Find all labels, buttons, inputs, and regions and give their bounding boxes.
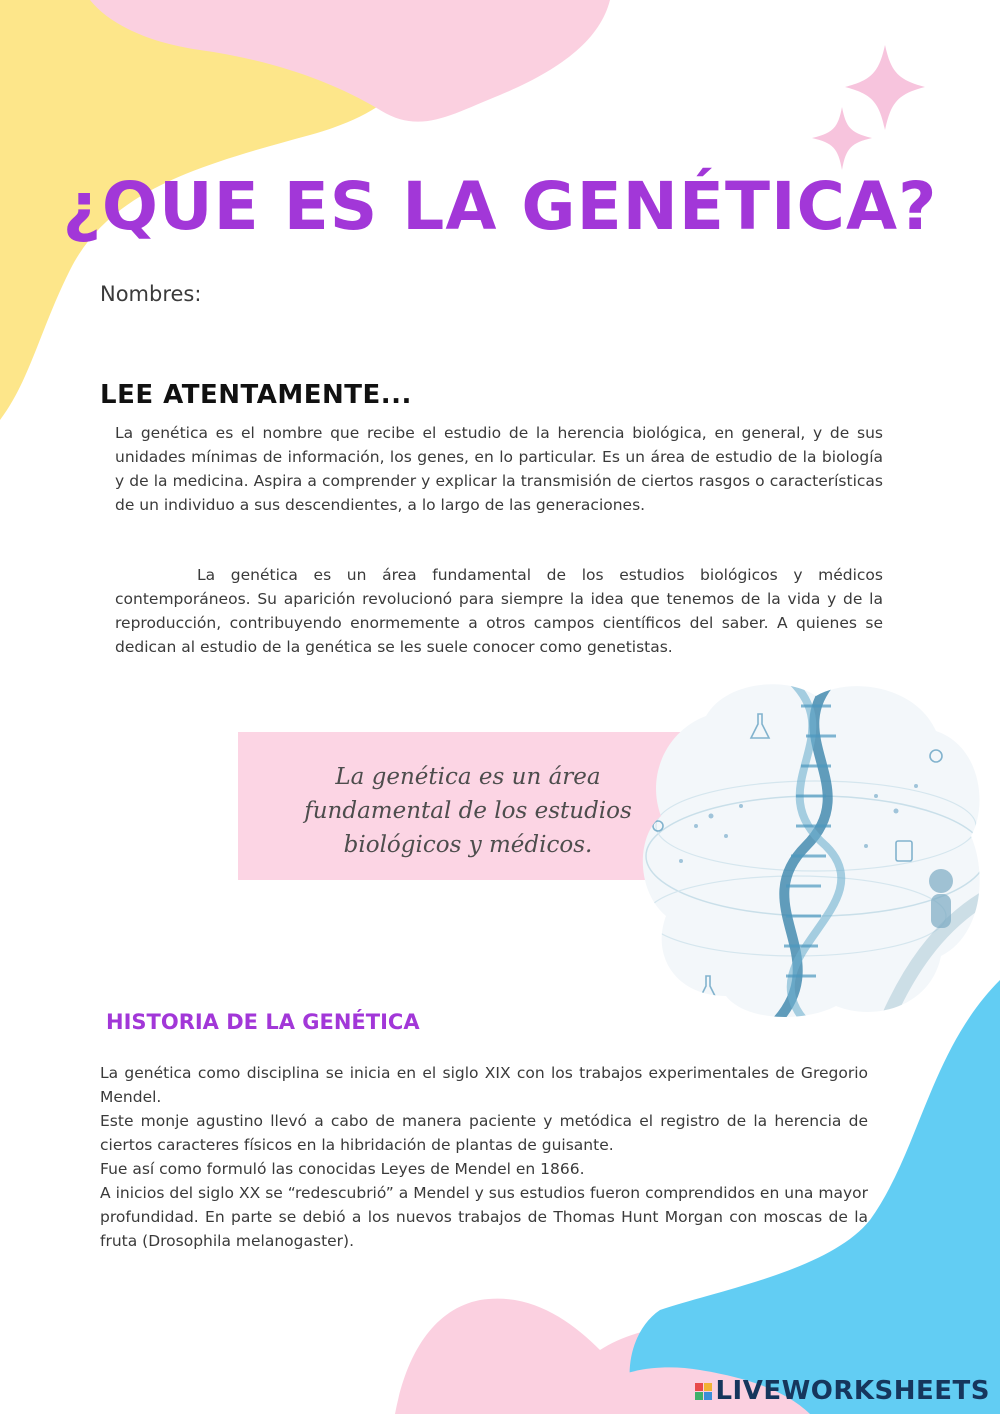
page-title: ¿QUE ES LA GENÉTICA? bbox=[62, 168, 938, 245]
paragraph-1: La genética es el nombre que recibe el estudio de la herencia biológica, en general, y de sus unidades mínimas de información, los genes, en lo particular. Es un área de estudio de la biología y de la medicina. Aspira a comprender y explicar la transmisión de ciertos rasgos o características de un individuo a sus descendientes, a lo largo de las generaciones. bbox=[115, 424, 883, 514]
sparkle-icon-small bbox=[812, 107, 872, 170]
historia-text bbox=[100, 1061, 868, 1253]
historia-line: A inicios del siglo XX se “redescubrió” a Mendel y sus estudios fueron comprendidos en una mayor profundidad. En parte se debió a los nuevos trabajos de Thomas Hunt Morgan con moscas de la fruta (Drosophila melanogaster). bbox=[100, 1184, 868, 1250]
lee-heading: LEE ATENTAMENTE... bbox=[100, 380, 412, 410]
sparkle-icon bbox=[845, 45, 925, 130]
historia-line: Fue así como formuló las conocidas Leyes de Mendel en 1866. bbox=[100, 1160, 585, 1178]
quote-text: La genética es un área fundamental de los estudios biológicos y médicos. bbox=[304, 764, 632, 858]
dna-illustration bbox=[636, 676, 988, 1022]
logo-text: LIVEWORKSHEETS bbox=[715, 1376, 990, 1406]
historia-line: Este monje agustino llevó a cabo de manera paciente y metódica el registro de la herencia de ciertos caracteres físicos en la hibridación de plantas de guisante. bbox=[100, 1112, 868, 1154]
liveworksheets-logo[interactable] bbox=[695, 1376, 990, 1406]
logo-badge-icon bbox=[695, 1383, 712, 1400]
paragraph-2: La genética es un área fundamental de los estudios biológicos y médicos contemporáneos. Su aparición revolucionó para siempre la idea que tenemos de la vida y de la reproducción, contribuyendo enormemente a otros campos científicos del saber. A quienes se dedican al estudio de la genética se les suele conocer como genetistas. bbox=[115, 566, 883, 656]
historia-heading: HISTORIA DE LA GENÉTICA bbox=[106, 1010, 420, 1034]
nombres-label: Nombres: bbox=[100, 282, 202, 306]
historia-line: La genética como disciplina se inicia en el siglo XIX con los trabajos experimentales de Gregorio Mendel. bbox=[100, 1064, 868, 1106]
